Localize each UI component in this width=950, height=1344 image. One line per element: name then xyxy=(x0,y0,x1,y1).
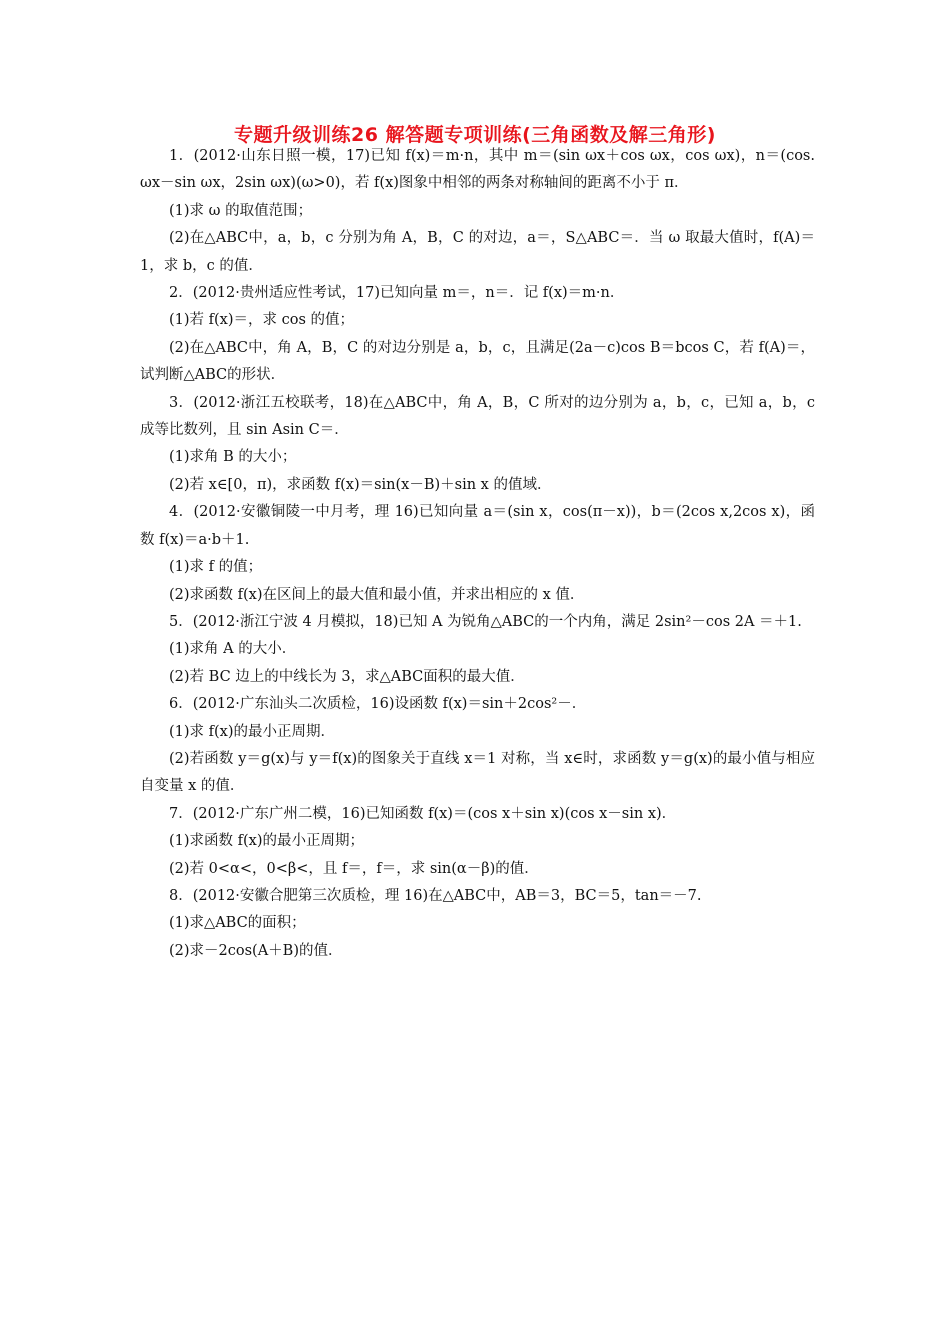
problem-paragraph: (1)求角 A 的大小． xyxy=(169,641,297,658)
problem-paragraph: 7．(2012·广东广州二模，16)已知函数 f(x)＝(cos x＋sin x)(cos x－sin x)． xyxy=(169,805,677,822)
problem-paragraph: 5．(2012·浙江宁波 4 月模拟，18)已知 A 为锐角△ABC的一个内角，满足 2sin²－cos 2A ＝＋1. xyxy=(169,613,802,630)
problem-paragraph: (2)在△ABC中，a，b，c 分别为角 A，B，C 的对边，a＝，S△ABC＝．当 ω 取最大值时，f(A)＝1，求 b，c 的值． xyxy=(140,230,815,274)
problem-paragraph: 8．(2012·安徽合肥第三次质检，理 16)在△ABC中，AB＝3，BC＝5，tan＝－7. xyxy=(169,887,702,904)
problem-paragraph: (2)若 0<α<，0<β<，且 f＝，f＝，求 sin(α－β)的值． xyxy=(169,860,539,877)
problem-paragraph: (1)求 ω 的取值范围； xyxy=(169,202,313,219)
problem-list xyxy=(140,143,815,965)
problem-paragraph: (2)若 x∈[0，π)，求函数 f(x)＝sin(x－B)＋sin x 的值域． xyxy=(169,476,552,493)
problem-paragraph: 6．(2012·广东汕头二次质检，16)设函数 f(x)＝sin＋2cos²－． xyxy=(169,696,587,713)
problem-paragraph: 3．(2012·浙江五校联考，18)在△ABC中，角 A，B，C 所对的边分别为 a，b，c，已知 a，b，c 成等比数列，且 sin Asin C＝． xyxy=(140,394,815,439)
problem-paragraph: (1)求 f(x)的最小正周期． xyxy=(169,723,336,740)
problem-paragraph: (1)求函数 f(x)的最小正周期； xyxy=(169,833,365,850)
problem-paragraph: (1)求角 B 的大小； xyxy=(169,449,297,466)
problem-paragraph: 1．(2012·山东日照一模，17)已知 f(x)＝m·n，其中 m＝(sin ωx＋cos ωx，cos ωx)，n＝(cos. ωx－sin ωx，2sin ωx)(ω>0)，若 f(x)图象中相邻的两条对称轴间的距离不小于 π． xyxy=(140,148,815,192)
problem-paragraph: (2)若函数 y＝g(x)与 y＝f(x)的图象关于直线 x＝1 对称，当 x∈时，求函数 y＝g(x)的最小值与相应自变量 x 的值． xyxy=(140,750,815,795)
problem-paragraph: (1)求 f 的值； xyxy=(169,559,263,576)
problem-paragraph: (2)求函数 f(x)在区间上的最大值和最小值，并求出相应的 x 值． xyxy=(169,586,585,603)
problem-paragraph: (1)求△ABC的面积； xyxy=(169,915,306,932)
problem-paragraph: (2)在△ABC中，角 A，B，C 的对边分别是 a，b，c，且满足(2a－c)cos B＝bcos C，若 f(A)＝，试判断△ABC的形状． xyxy=(140,339,815,384)
problem-paragraph: (2)求－2cos(A＋B)的值． xyxy=(169,942,343,959)
problem-paragraph: (1)若 f(x)＝，求 cos 的值； xyxy=(169,312,355,329)
problem-paragraph: 4．(2012·安徽铜陵一中月考，理 16)已知向量 a＝(sin x，cos(π－x))，b＝(2cos x,2cos x)，函数 f(x)＝a·b＋1. xyxy=(140,504,815,548)
document-title: 专题升级训练26 解答题专项训练(三角函数及解三角形) xyxy=(234,124,716,146)
problem-paragraph: (2)若 BC 边上的中线长为 3，求△ABC面积的最大值． xyxy=(169,668,525,685)
problem-paragraph: 2．(2012·贵州适应性考试，17)已知向量 m＝，n＝．记 f(x)＝m·n． xyxy=(169,285,625,302)
